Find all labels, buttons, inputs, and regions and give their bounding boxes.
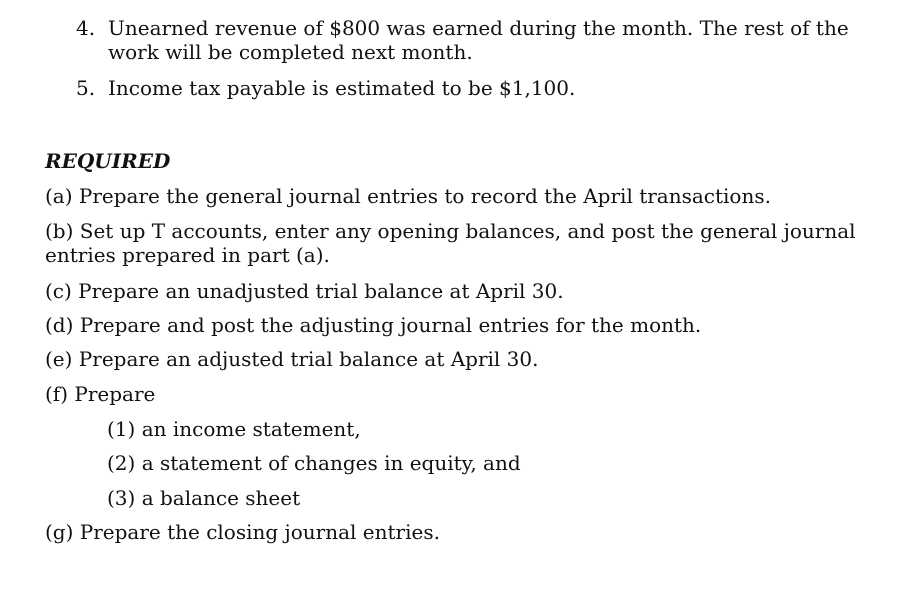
required-subpart-2: (2) a statement of changes in equity, and [107, 451, 521, 475]
item-number: 5. [76, 76, 96, 100]
item-number: 4. [76, 16, 96, 40]
required-subpart-1: (1) an income statement, [107, 417, 361, 441]
required-subpart-3: (3) a balance sheet [107, 486, 301, 510]
required-part-a: (a) Prepare the general journal entries to record the April transactions. [45, 184, 771, 208]
required-part-d: (d) Prepare and post the adjusting journal entries for the month. [45, 313, 702, 337]
item-text: Unearned revenue of $800 was earned during the month. The rest of the work will be completed next month. [108, 16, 849, 64]
item-text: Income tax payable is estimated to be $1,100. [108, 76, 576, 100]
required-part-e: (e) Prepare an adjusted trial balance at April 30. [45, 347, 539, 371]
required-part-g: (g) Prepare the closing journal entries. [45, 520, 440, 544]
required-part-b: (b) Set up T accounts, enter any opening balances, and post the general journal entries prepared in part (a). [45, 219, 856, 267]
required-part-f: (f) Prepare [45, 382, 156, 406]
required-part-c: (c) Prepare an unadjusted trial balance at April 30. [45, 279, 564, 303]
required-heading: REQUIRED [45, 149, 171, 173]
